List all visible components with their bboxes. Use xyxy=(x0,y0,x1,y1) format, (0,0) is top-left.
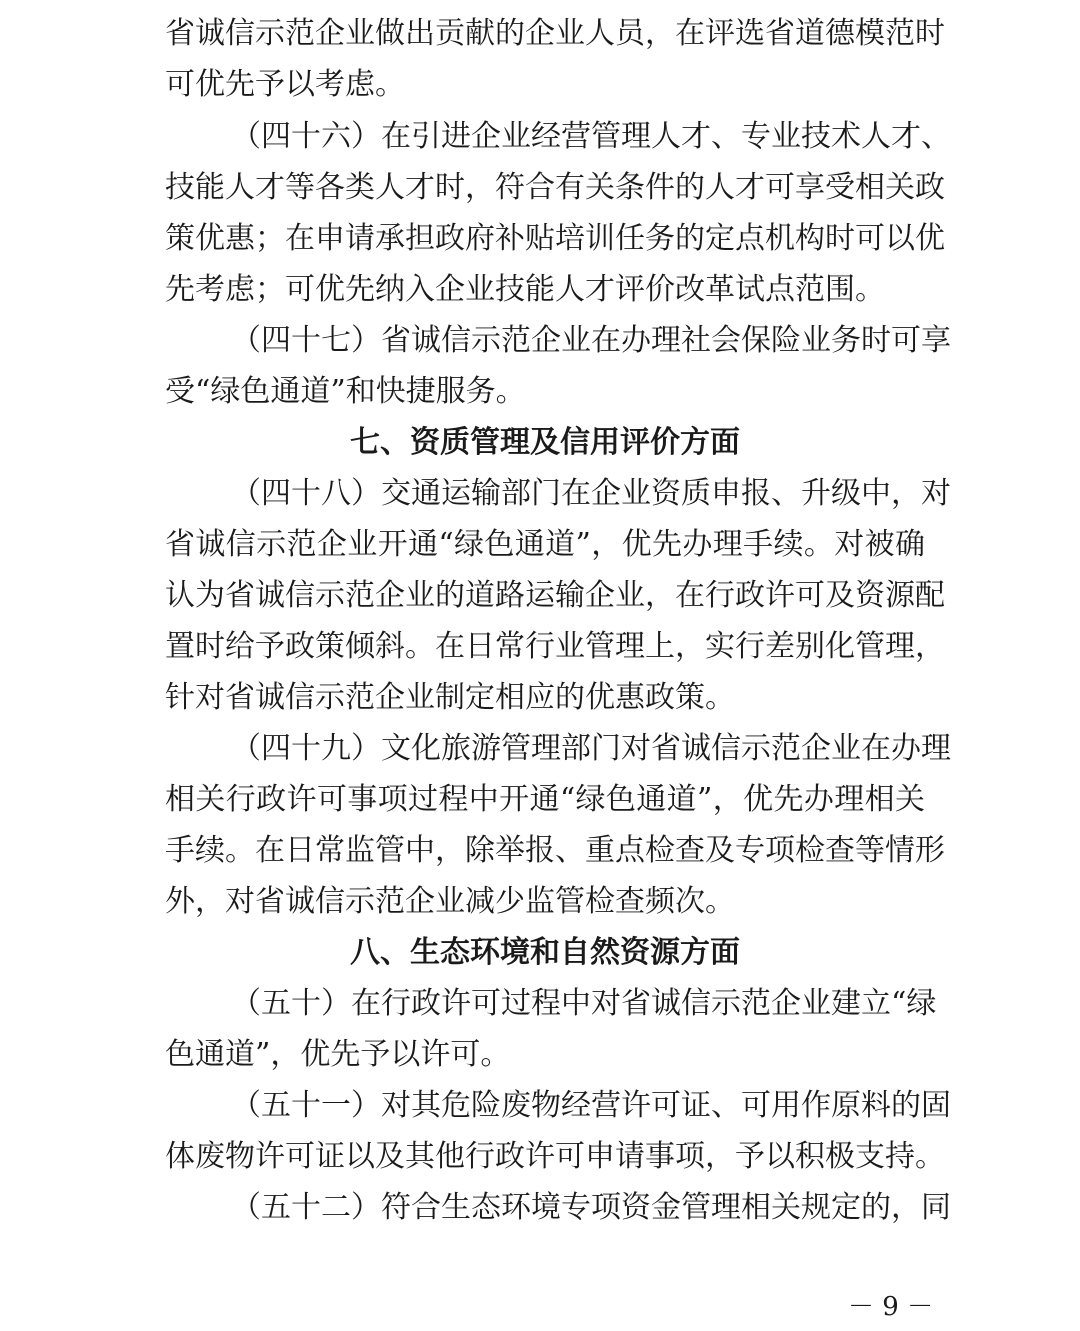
section-heading: 八、生态环境和自然资源方面 xyxy=(350,935,740,970)
text-line: 认为省诚信示范企业的道路运输企业，在行政许可及资源配 xyxy=(165,578,945,613)
text-line: 策优惠；在申请承担政府补贴培训任务的定点机构时可以优 xyxy=(165,221,945,256)
page-number: － 9 － xyxy=(848,1292,934,1322)
text-line: （四十八）交通运输部门在企业资质申报、升级中，对 xyxy=(231,476,951,511)
text-line: （五十）在行政许可过程中对省诚信示范企业建立“绿 xyxy=(231,986,937,1021)
text-line: 置时给予政策倾斜。在日常行业管理上，实行差别化管理， xyxy=(165,629,945,664)
text-line: 技能人才等各类人才时，符合有关条件的人才可享受相关政 xyxy=(165,170,945,205)
section-heading: 七、资质管理及信用评价方面 xyxy=(350,425,740,460)
text-line: （五十二）符合生态环境专项资金管理相关规定的，同 xyxy=(231,1190,951,1225)
text-line: 受“绿色通道”和快捷服务。 xyxy=(165,374,526,409)
text-line: 手续。在日常监管中，除举报、重点检查及专项检查等情形 xyxy=(165,833,945,868)
text-line: 体废物许可证以及其他行政许可申请事项，予以积极支持。 xyxy=(165,1139,945,1174)
text-line: （四十九）文化旅游管理部门对省诚信示范企业在办理 xyxy=(231,731,951,766)
text-line: 省诚信示范企业开通“绿色通道”，优先办理手续。对被确 xyxy=(165,527,925,562)
text-line: （五十一）对其危险废物经营许可证、可用作原料的固 xyxy=(231,1088,951,1123)
text-line: 针对省诚信示范企业制定相应的优惠政策。 xyxy=(165,680,735,715)
text-line: 色通道”，优先予以许可。 xyxy=(165,1037,511,1072)
text-line: （四十七）省诚信示范企业在办理社会保险业务时可享 xyxy=(231,323,951,358)
text-line: 省诚信示范企业做出贡献的企业人员，在评选省道德模范时 xyxy=(165,16,945,51)
text-line: 先考虑；可优先纳入企业技能人才评价改革试点范围。 xyxy=(165,272,885,307)
text-line: 相关行政许可事项过程中开通“绿色通道”，优先办理相关 xyxy=(165,782,925,817)
text-line: 外，对省诚信示范企业减少监管检查频次。 xyxy=(165,884,735,919)
text-line: （四十六）在引进企业经营管理人才、专业技术人才、 xyxy=(231,119,951,154)
text-line: 可优先予以考虑。 xyxy=(165,67,405,102)
